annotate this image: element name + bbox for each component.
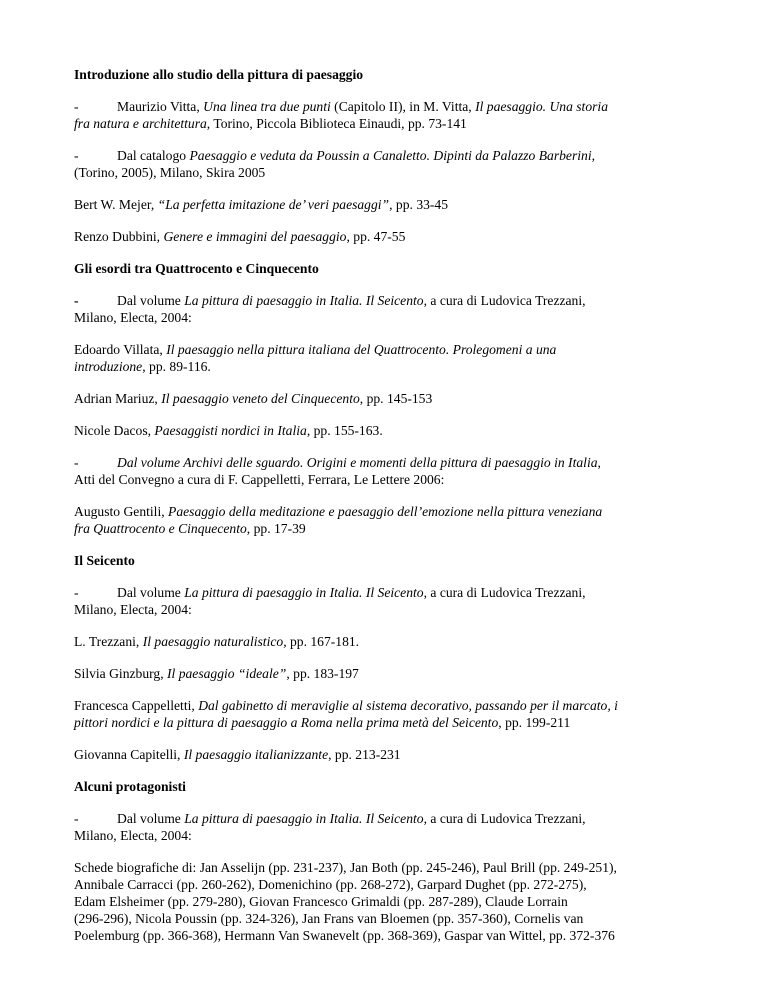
entry-text: Milano, Electa, 2004:: [74, 602, 192, 617]
bibliography-entry: [74, 746, 714, 763]
italic-title: fra natura e architettura: [74, 116, 207, 131]
italic-title: La pittura di paesaggio in Italia. Il Seicento: [184, 585, 424, 600]
entry-text: , pp. 17-39: [246, 521, 306, 536]
italic-title: “La perfetta imitazione de’ veri paesaggi”: [157, 197, 390, 212]
list-dash: -: [74, 455, 79, 470]
source-entry: [74, 292, 714, 326]
italic-title: Dal gabinetto di meraviglie al sistema decorativo, passando per il marcato, i: [198, 698, 618, 713]
list-dash: -: [74, 99, 79, 114]
bibliography-entry: [74, 341, 714, 375]
entry-text: , pp. 213-231: [328, 747, 401, 762]
entry-text: Edoardo Villata,: [74, 342, 167, 357]
section-heading: Gli esordi tra Quattrocento e Cinquecento: [74, 261, 319, 276]
entry-text: Adrian Mariuz,: [74, 391, 162, 406]
bibliography-entry: [74, 697, 714, 731]
entry-text: , pp. 199-211: [498, 715, 571, 730]
italic-title: Paesaggio della meditazione e paesaggio dell’emozione nella pittura veneziana: [168, 504, 603, 519]
entry-text: Dal volume: [117, 293, 185, 308]
entry-text: (Torino, 2005), Milano, Skira 2005: [74, 165, 266, 180]
source-entry: [74, 454, 714, 488]
italic-title: Il paesaggio italianizzante: [183, 747, 329, 762]
entry-text: Maurizio Vitta,: [117, 99, 204, 114]
entry-text: , pp. 89-116.: [142, 359, 211, 374]
entry-text: , a cura di Ludovica Trezzani,: [423, 293, 586, 308]
italic-title: Il paesaggio naturalistico: [142, 634, 284, 649]
entry-text: L. Trezzani,: [74, 634, 143, 649]
entry-text: , pp. 145-153: [359, 391, 433, 406]
bibliography-entry: [74, 422, 714, 439]
italic-title: Il paesaggio nella pittura italiana del Quattrocento. Prolegomeni a una: [166, 342, 557, 357]
entry-text: Bert W. Mejer,: [74, 197, 158, 212]
bibliography-entry: [74, 228, 714, 245]
bibliography-entry: [74, 196, 714, 213]
list-dash: -: [74, 148, 79, 163]
source-entry: [74, 98, 714, 132]
bibliography-entry: [74, 633, 714, 650]
entry-text: Giovanna Capitelli,: [74, 747, 184, 762]
entry-text: , pp. 33-45: [389, 197, 449, 212]
entry-text: , Torino, Piccola Biblioteca Einaudi, pp. 73-141: [206, 116, 467, 131]
bibliography-entry: [74, 665, 714, 682]
entry-text: Augusto Gentili,: [74, 504, 169, 519]
italic-title: Il paesaggio. Una storia: [475, 99, 608, 114]
italic-title: Una linea tra due punti: [203, 99, 331, 114]
section-heading: Alcuni protagonisti: [74, 779, 186, 794]
italic-title: La pittura di paesaggio in Italia. Il Seicento: [184, 811, 424, 826]
italic-title: Paesaggio e veduta da Poussin a Canaletto. Dipinti da Palazzo Barberini,: [189, 148, 596, 163]
italic-title: introduzione: [74, 359, 143, 374]
entry-text: , pp. 167-181.: [283, 634, 360, 649]
italic-title: pittori nordici e la pittura di paesaggio a Roma nella prima metà del Seicento: [74, 715, 499, 730]
entry-text: Silvia Ginzburg,: [74, 666, 168, 681]
entry-text: , a cura di Ludovica Trezzani,: [423, 811, 586, 826]
entry-text: Edam Elsheimer (pp. 279-280), Giovan Francesco Grimaldi (pp. 287-289), Claude Lorrain: [74, 894, 568, 909]
entry-text: , a cura di Ludovica Trezzani,: [423, 585, 586, 600]
bibliography-entry: [74, 859, 714, 944]
italic-title: Genere e immagini del paesaggio: [163, 229, 347, 244]
list-dash: -: [74, 585, 79, 600]
italic-title: Dal volume Archivi delle sguardo. Origini e momenti della pittura di paesaggio in Italia: [117, 455, 598, 470]
entry-text: , pp. 183-197: [286, 666, 359, 681]
entry-text: , pp. 155-163.: [306, 423, 383, 438]
entry-text: (296-296), Nicola Poussin (pp. 324-326), Jan Frans van Bloemen (pp. 357-360), Cornelis van: [74, 911, 584, 926]
italic-title: Il paesaggio veneto del Cinquecento: [161, 391, 360, 406]
entry-text: Milano, Electa, 2004:: [74, 828, 192, 843]
entry-text: Dal volume: [117, 811, 185, 826]
section-heading: Introduzione allo studio della pittura di paesaggio: [74, 67, 364, 82]
list-dash: -: [74, 293, 79, 308]
entry-text: Milano, Electa, 2004:: [74, 310, 192, 325]
entry-text: Renzo Dubbini,: [74, 229, 164, 244]
entry-text: Dal volume: [117, 585, 185, 600]
entry-text: Atti del Convegno a cura di F. Cappelletti, Ferrara, Le Lettere 2006:: [74, 472, 445, 487]
source-entry: [74, 810, 714, 844]
list-dash: -: [74, 811, 79, 826]
entry-text: Nicole Dacos,: [74, 423, 155, 438]
italic-title: fra Quattrocento e Cinquecento: [74, 521, 247, 536]
source-entry: [74, 147, 714, 181]
section-heading: Il Seicento: [74, 553, 135, 568]
italic-title: Paesaggisti nordici in Italia: [154, 423, 307, 438]
italic-title: La pittura di paesaggio in Italia. Il Seicento: [184, 293, 424, 308]
italic-title: Il paesaggio “ideale”: [167, 666, 287, 681]
source-entry: [74, 584, 714, 618]
bibliography-entry: [74, 503, 714, 537]
entry-text: Schede biografiche di: Jan Asselijn (pp. 231-237), Jan Both (pp. 245-246), Paul Brill (pp. 249-251),: [74, 860, 617, 875]
entry-text: Poelemburg (pp. 366-368), Hermann Van Swanevelt (pp. 368-369), Gaspar van Wittel, pp. 372-376: [74, 928, 615, 943]
entry-text: Francesca Cappelletti,: [74, 698, 199, 713]
entry-text: Dal catalogo: [117, 148, 190, 163]
entry-text: ,: [597, 455, 601, 470]
entry-text: Annibale Carracci (pp. 260-262), Domenichino (pp. 268-272), Garpard Dughet (pp. 272-275),: [74, 877, 587, 892]
entry-text: (Capitolo II), in M. Vitta,: [330, 99, 476, 114]
entry-text: , pp. 47-55: [346, 229, 406, 244]
bibliography-entry: [74, 390, 714, 407]
document-page: [74, 66, 714, 959]
